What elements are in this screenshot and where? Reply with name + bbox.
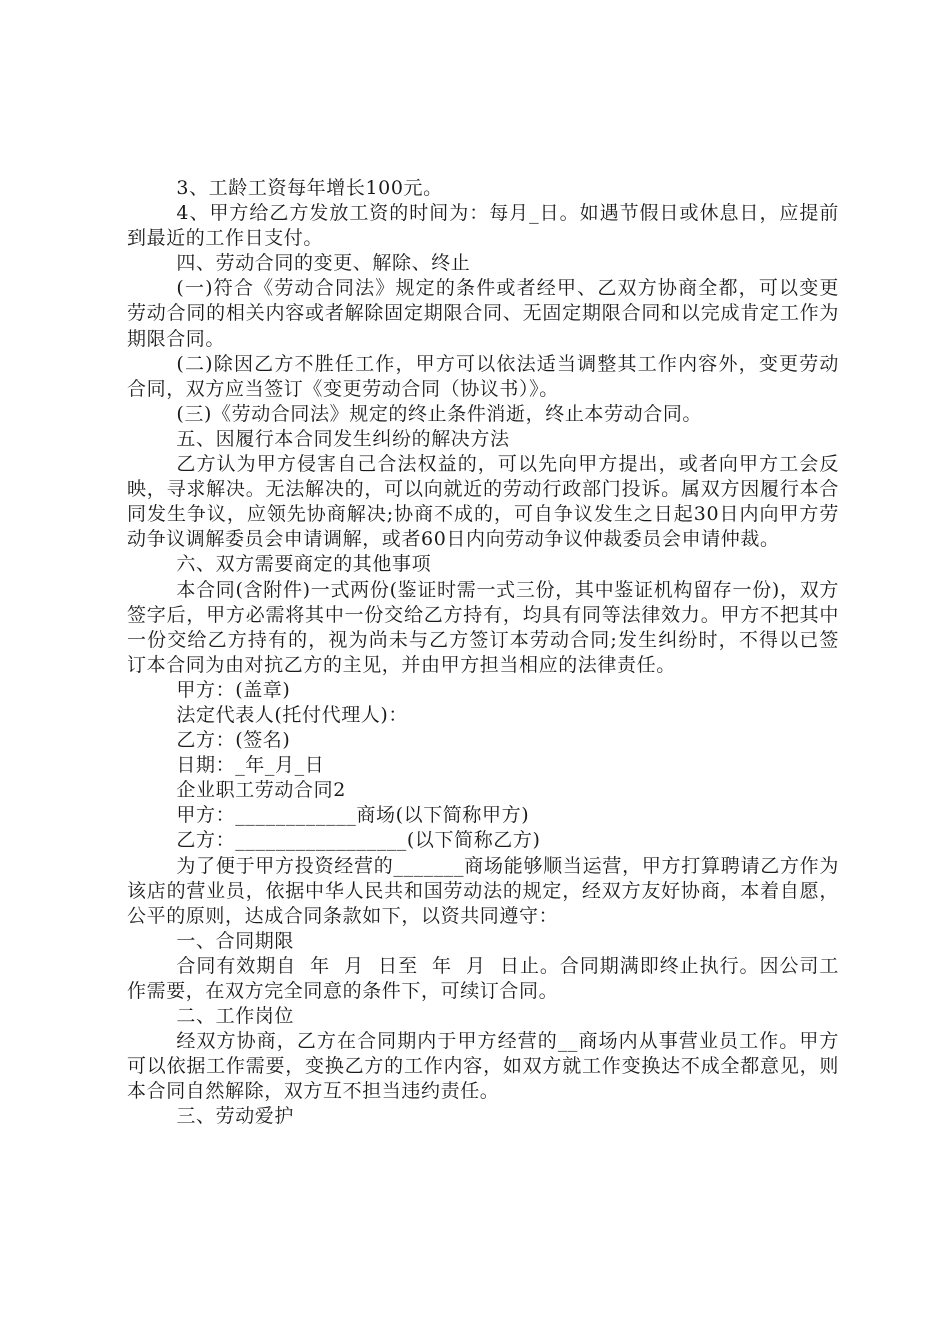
paragraph: 4、甲方给乙方发放工资的时间为：每月_日。如遇节假日或休息日，应提前到最近的工作日支付。: [127, 202, 839, 250]
signature-line-legal-rep: 法定代表人(托付代理人)：: [176, 703, 409, 726]
paragraph: 本合同(含附件)一式两份(鉴证时需一式三份，其中鉴证机构留存一份)，双方签字后，甲方必需将其中一份交给乙方持有，均具有同等法律效力。甲方不把其中一份交给乙方持有的，视为尚未与乙方签订本劳动合同;发生纠纷时，不得以已签订本合同为由对抗乙方的主见，并由甲方担当相应的法律责任。: [127, 578, 839, 676]
paragraph: 为了便于甲方投资经营的_______商场能够顺当运营，甲方打算聘请乙方作为该店的营业员，依据中华人民共和国劳动法的规定，经双方友好协商，本着自愿，公平的原则，达成合同条款如下，以资共同遵守：: [127, 854, 839, 927]
signature-line-party-b: 乙方：(签名): [176, 729, 291, 752]
section-heading: 四、劳动合同的变更、解除、终止: [176, 252, 471, 275]
section-heading: 五、因履行本合同发生纠纷的解决方法: [176, 427, 510, 450]
paragraph: (一)符合《劳动合同法》规定的条件或者经甲、乙双方协商全都，可以变更劳动合同的相关内容或者解除固定期限合同、无固定期限合同和以完成肯定工作为期限合同。: [127, 277, 839, 350]
party-b-line: 乙方：_________________(以下简称乙方): [176, 829, 541, 852]
signature-date: 日期：_年_月_日: [176, 754, 325, 777]
section-heading: 二、工作岗位: [176, 1005, 294, 1028]
section-heading: 三、劳动爱护: [176, 1105, 294, 1128]
paragraph: 合同有效期自 年 月 日至 年 月 日止。合同期满即终止执行。因公司工作需要，在双方完全同意的条件下，可续订合同。: [127, 954, 839, 1002]
paragraph: (三)《劳动合同法》规定的终止条件消逝，终止本劳动合同。: [176, 402, 703, 425]
contract-title: 企业职工劳动合同2: [176, 779, 346, 802]
paragraph: 3、工龄工资每年增长100元。: [176, 177, 443, 199]
section-heading: 一、合同期限: [176, 929, 294, 952]
section-heading: 六、双方需要商定的其他事项: [176, 553, 432, 576]
paragraph: 经双方协商，乙方在合同期内于甲方经营的__商场内从事营业员工作。甲方可以依据工作需要，变换乙方的工作内容，如双方就工作变换达不成全都意见，则本合同自然解除，双方互不担当违约责任。: [127, 1030, 839, 1103]
paragraph: (二)除因乙方不胜任工作，甲方可以依法适当调整其工作内容外，变更劳动合同，双方应当签订《变更劳动合同（协议书）》。: [127, 352, 839, 400]
paragraph: 乙方认为甲方侵害自己合法权益的，可以先向甲方提出，或者向甲方工会反映，寻求解决。无法解决的，可以向就近的劳动行政部门投诉。属双方因履行本合同发生争议，应领先协商解决;协商不成的，可自争议发生之日起30日内向甲方劳动争议调解委员会申请调解，或者60日内向劳动争议仲裁委员会申请仲裁。: [127, 453, 839, 551]
document-body: [127, 176, 839, 1130]
party-a-line: 甲方：____________商场(以下简称甲方): [176, 804, 530, 827]
signature-line-party-a: 甲方：(盖章): [176, 678, 291, 701]
